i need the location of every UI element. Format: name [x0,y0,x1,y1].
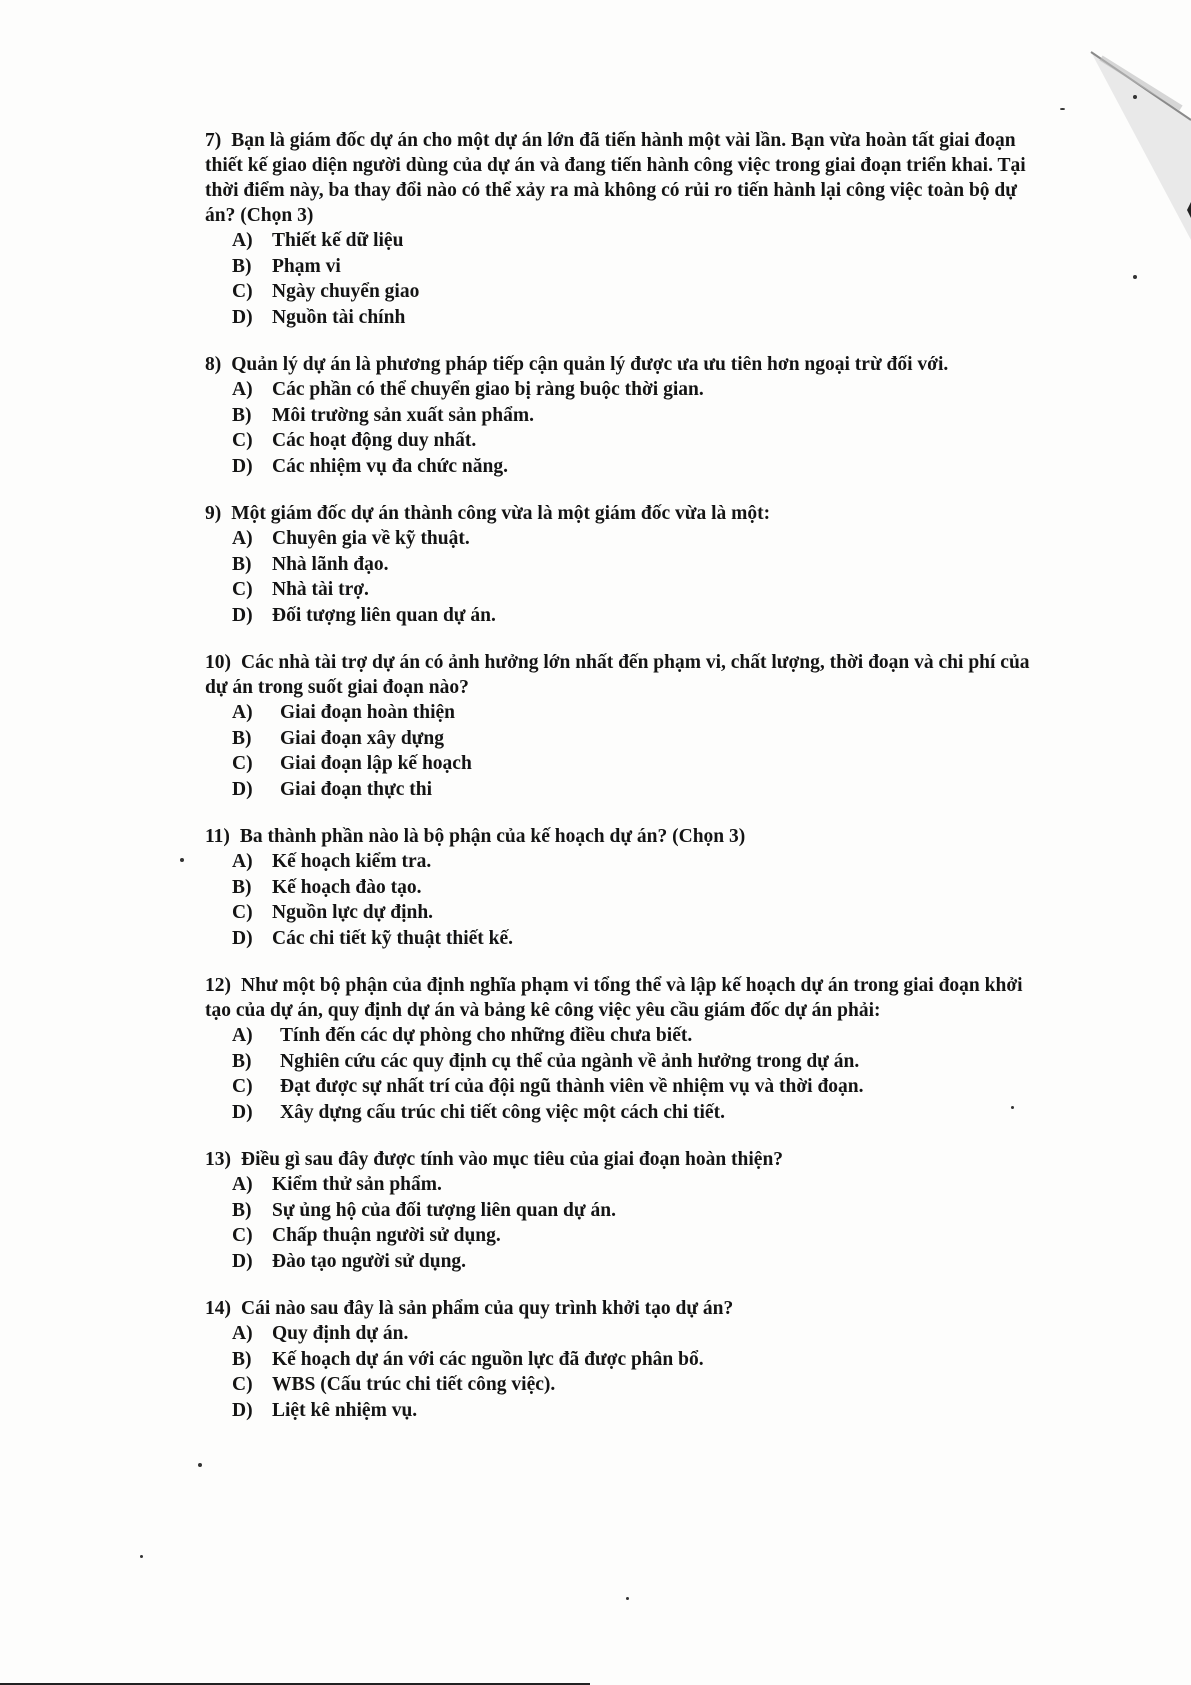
option-letter: A) [232,1025,253,1046]
option-text: Giai đoạn thực thi [280,778,433,800]
option-letter: B) [232,1199,252,1221]
question-10-options [205,700,1045,802]
question-12-option-d [232,1100,1045,1126]
question-11-option-b [232,875,1045,901]
question-10-option-b [232,726,1045,752]
option-letter: D) [232,1399,253,1421]
option-text: Giai đoạn hoàn thiện [280,702,456,723]
option-letter: C) [232,1076,253,1097]
option-letter: B) [232,1348,252,1370]
option-letter: B) [232,255,252,277]
option-text: Ngày chuyển giao [272,281,420,302]
question-11-option-c [232,900,1045,926]
question-9-options [205,526,1045,628]
option-text: Nguồn tài chính [272,306,406,328]
option-letter: C) [232,430,253,451]
question-13-options [205,1172,1045,1274]
option-text: Chấp thuận người sử dụng. [272,1225,501,1246]
option-text: Liệt kê nhiệm vụ. [272,1399,418,1421]
question-10-option-d [232,777,1045,803]
question-9 [205,501,1045,628]
question-11-text [205,824,1045,849]
question-list [205,128,1045,1445]
option-text: Giai đoạn lập kế hoạch [280,753,472,774]
question-13-stem: Điều gì sau đây được tính vào mục tiêu của giai đoạn hoàn thiện? [241,1149,784,1170]
question-14-option-c [232,1372,1045,1398]
option-text: Kế hoạch kiểm tra. [272,851,432,872]
question-10-option-a [232,700,1045,726]
option-text: Đào tạo người sử dụng. [272,1250,467,1272]
option-text: Phạm vi [272,255,341,277]
option-text: Kế hoạch dự án với các nguồn lực đã được phân bổ. [272,1348,704,1370]
scan-speck [1133,275,1137,279]
question-9-option-d [232,603,1045,629]
option-letter: D) [232,455,253,477]
question-10-text [205,650,1045,700]
scan-speck [1060,108,1065,110]
question-8-stem: Quản lý dự án là phương pháp tiếp cận quản lý được ưa ưu tiên hơn ngoại trừ đối với. [231,354,949,375]
scan-speck [140,1555,143,1558]
option-letter: C) [232,753,253,774]
question-12-stem: Như một bộ phận của định nghĩa phạm vi tổng thể và lập kế hoạch dự án trong giai đoạn khởi tạo của dự án, quy định dự án và bảng kê công việc yêu cầu giám đốc dự án phải: [205,975,1023,1021]
option-text: Đối tượng liên quan dự án. [272,604,496,626]
option-text: Các nhiệm vụ đa chức năng. [272,455,508,477]
option-text: Các chi tiết kỹ thuật thiết kế. [272,927,514,949]
question-12-option-b [232,1049,1045,1075]
option-letter: A) [232,528,253,549]
question-8-option-d [232,454,1045,480]
question-11-number: 11) [205,826,230,847]
option-text: Chuyên gia về kỹ thuật. [272,528,470,549]
question-8-option-a [232,377,1045,403]
option-text: Sự ủng hộ của đối tượng liên quan dự án. [272,1199,616,1221]
option-letter: D) [232,604,253,626]
option-letter: D) [232,1101,253,1123]
question-8-option-b [232,403,1045,429]
question-9-number: 9) [205,503,222,524]
question-9-option-c [232,577,1045,603]
question-8-number: 8) [205,354,222,375]
option-letter: C) [232,1225,253,1246]
option-text: Xây dựng cấu trúc chi tiết công việc một cách chi tiết. [280,1101,725,1123]
question-10-stem: Các nhà tài trợ dự án có ảnh hưởng lớn nhất đến phạm vi, chất lượng, thời đoạn và chi phí của dự án trong suốt giai đoạn nào? [205,652,1030,698]
question-9-text [205,501,1045,526]
question-14 [205,1296,1045,1423]
scan-speck [198,1463,202,1467]
question-13-option-b [232,1198,1045,1224]
option-letter: A) [232,379,253,400]
option-text: Giai đoạn xây dựng [280,727,444,749]
question-9-option-a [232,526,1045,552]
option-letter: D) [232,1250,253,1272]
option-text: Nguồn lực dự định. [272,902,434,923]
option-letter: B) [232,404,252,426]
question-11-stem: Ba thành phần nào là bộ phận của kế hoạch dự án? (Chọn 3) [239,826,746,847]
question-12-number: 12) [205,975,231,996]
scan-speck [1133,95,1137,99]
question-14-options [205,1321,1045,1423]
question-7-number: 7) [205,130,222,151]
option-text: Nhà tài trợ. [272,579,369,600]
scan-speck [1011,1106,1014,1109]
option-letter: B) [232,876,252,898]
question-14-text [205,1296,1045,1321]
option-text: Kế hoạch đào tạo. [272,876,422,898]
question-14-stem: Cái nào sau đây là sản phẩm của quy trình khởi tạo dự án? [241,1298,734,1319]
question-13-option-a [232,1172,1045,1198]
question-8-text [205,352,1045,377]
question-7-option-a [232,228,1045,254]
question-7 [205,128,1045,330]
option-letter: D) [232,306,253,328]
question-7-option-b [232,254,1045,280]
option-letter: A) [232,1323,253,1344]
question-10-option-c [232,751,1045,777]
question-10-number: 10) [205,652,231,673]
question-12-option-a [232,1023,1045,1049]
question-14-number: 14) [205,1298,231,1319]
question-12-option-c [232,1074,1045,1100]
option-letter: C) [232,902,253,923]
option-text: Quy định dự án. [272,1323,409,1344]
option-text: Đạt được sự nhất trí của đội ngũ thành viên về nhiệm vụ và thời đoạn. [280,1076,864,1097]
option-letter: A) [232,702,253,723]
option-text: WBS (Cấu trúc chi tiết công việc). [272,1374,556,1395]
question-11-option-d [232,926,1045,952]
question-8-options [205,377,1045,479]
question-13-option-c [232,1223,1045,1249]
question-9-option-b [232,552,1045,578]
question-7-option-c [232,279,1045,305]
question-7-text [205,128,1045,228]
question-11-option-a [232,849,1045,875]
question-8 [205,352,1045,479]
scan-speck [180,858,184,862]
option-letter: D) [232,778,253,800]
option-letter: B) [232,1050,252,1072]
question-12 [205,973,1045,1125]
option-text: Môi trường sản xuất sản phẩm. [272,404,534,426]
question-12-options [205,1023,1045,1125]
option-letter: B) [232,553,252,575]
scan-speck [626,1597,629,1600]
question-7-options [205,228,1045,330]
question-11-options [205,849,1045,951]
option-text: Nghiên cứu các quy định cụ thể của ngành về ảnh hưởng trong dự án. [280,1050,860,1072]
question-13-text [205,1147,1045,1172]
option-letter: C) [232,579,253,600]
question-13 [205,1147,1045,1274]
question-14-option-d [232,1398,1045,1424]
question-13-option-d [232,1249,1045,1275]
option-text: Tính đến các dự phòng cho những điều chưa biết. [280,1025,693,1046]
option-letter: D) [232,927,253,949]
question-7-option-d [232,305,1045,331]
option-text: Các phần có thể chuyển giao bị ràng buộc thời gian. [272,379,704,400]
question-14-option-b [232,1347,1045,1373]
option-letter: C) [232,1374,253,1395]
option-letter: B) [232,727,252,749]
option-letter: A) [232,851,253,872]
question-9-stem: Một giám đốc dự án thành công vừa là một giám đốc vừa là một: [231,503,771,524]
option-text: Kiểm thử sản phẩm. [272,1174,442,1195]
question-11 [205,824,1045,951]
option-letter: A) [232,1174,253,1195]
question-12-text [205,973,1045,1023]
question-14-option-a [232,1321,1045,1347]
option-text: Các hoạt động duy nhất. [272,430,477,451]
question-10 [205,650,1045,802]
question-7-stem: Bạn là giám đốc dự án cho một dự án lớn đã tiến hành một vài lần. Bạn vừa hoàn tất giai đoạn thiết kế giao diện người dùng của dự án và đang tiến hành công việc trong giai đoạn triển khai. Tại thời điểm này, ba thay đổi nào có thể xảy ra mà không có rủi ro tiến hành lại công việc toàn bộ dự án? (Chọn 3) [205,130,1026,226]
question-13-number: 13) [205,1149,231,1170]
option-letter: C) [232,281,253,302]
option-text: Thiết kế dữ liệu [272,230,404,251]
option-letter: A) [232,230,253,251]
option-text: Nhà lãnh đạo. [272,553,389,575]
question-8-option-c [232,428,1045,454]
